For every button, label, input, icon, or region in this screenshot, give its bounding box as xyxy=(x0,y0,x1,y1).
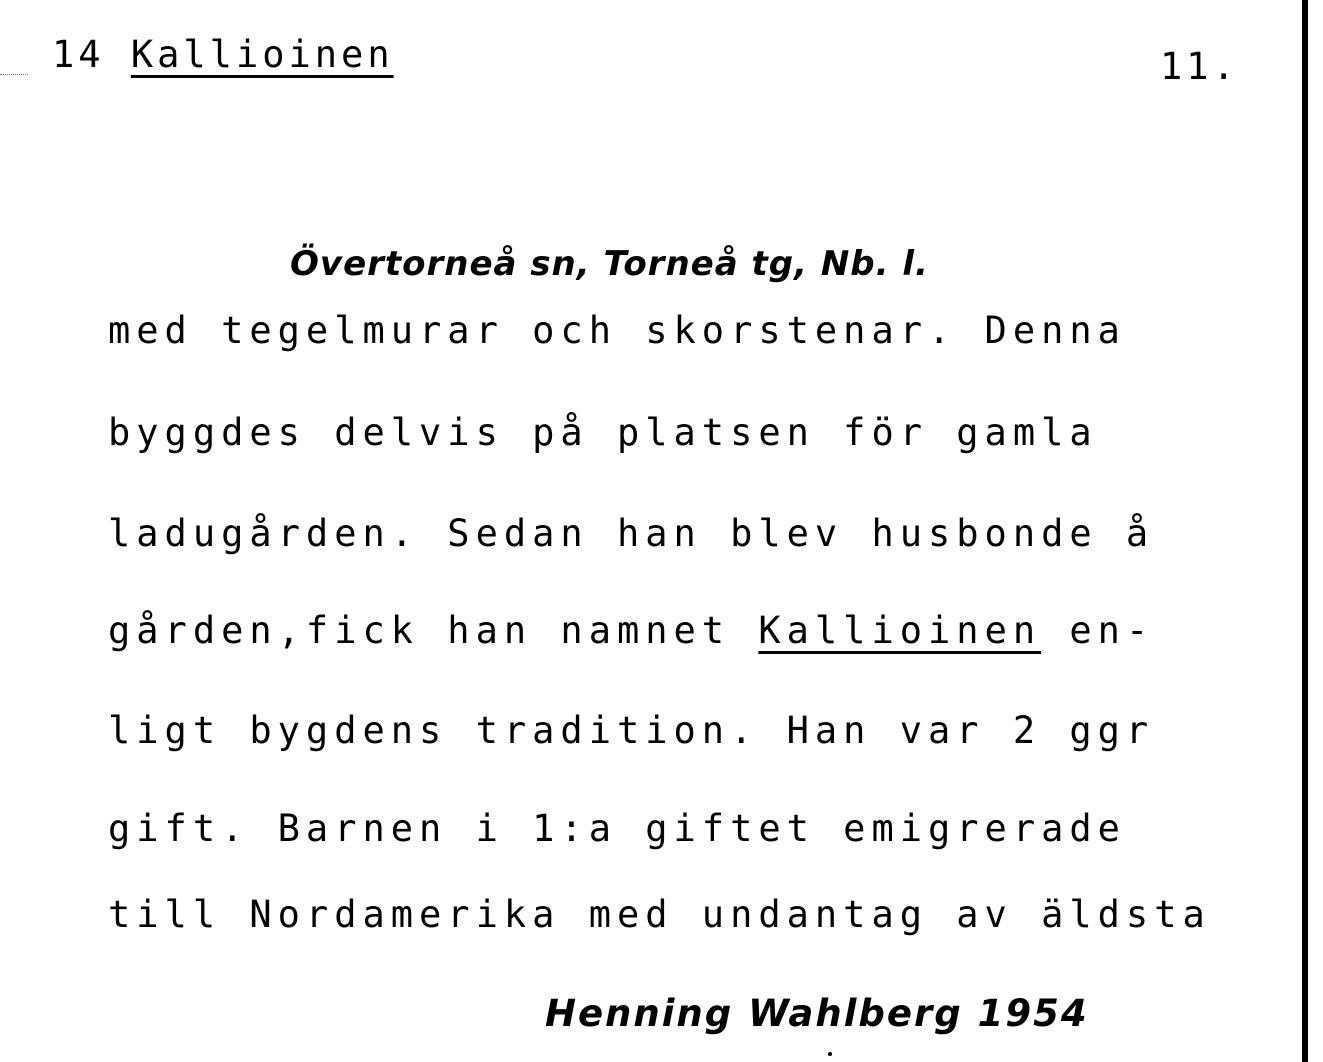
card-number: 14 xyxy=(52,33,105,76)
text-line-1: med tegelmurar och skorstenar. Denna xyxy=(108,309,1126,352)
margin-mark xyxy=(0,74,28,75)
farm-name-inline: Kallioinen xyxy=(758,609,1042,652)
text-line-5: ligt bygdens tradition. Han var 2 ggr xyxy=(108,709,1155,752)
page-number: 11. xyxy=(1160,45,1239,88)
text-line-2: byggdes delvis på platsen för gamla xyxy=(108,411,1098,454)
text-line-3: ladugården. Sedan han blev husbonde å xyxy=(108,512,1155,555)
farm-name: Kallioinen xyxy=(130,33,394,76)
text-line-4-after: en- xyxy=(1041,609,1155,652)
card-heading xyxy=(52,33,394,76)
text-line-4 xyxy=(108,609,1155,652)
text-line-6: gift. Barnen i 1:a giftet emigrerade xyxy=(108,807,1126,850)
text-line-4-before: gården,fick han namnet xyxy=(108,609,759,652)
card-edge-rule xyxy=(1302,0,1308,1062)
text-line-7: till Nordamerika med undantag av äldsta xyxy=(108,893,1211,936)
place-stamp: Övertorneå sn, Torneå tg, Nb. l. xyxy=(290,244,929,284)
author-stamp: Henning Wahlberg 1954 xyxy=(545,992,1089,1035)
stray-mark xyxy=(828,1052,832,1056)
